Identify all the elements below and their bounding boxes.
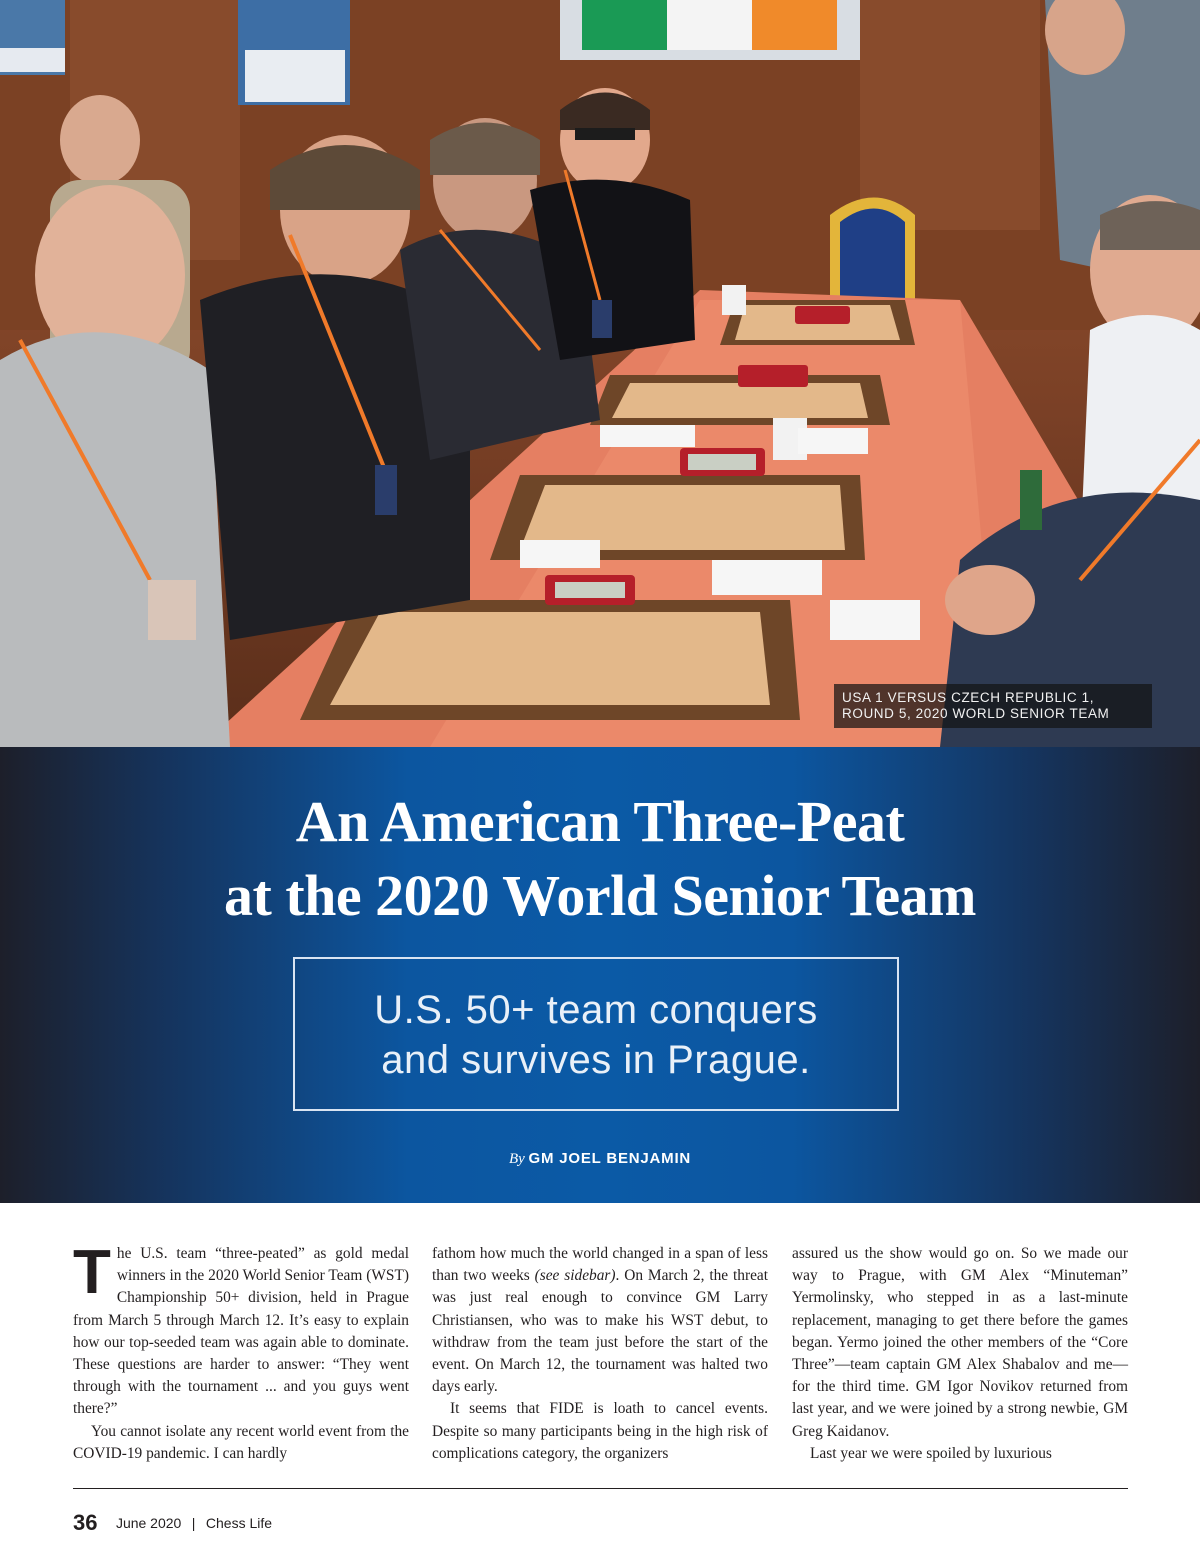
- article-title-line2: at the 2020 World Senior Team: [224, 863, 976, 928]
- sidebar-reference: (see sidebar): [534, 1267, 616, 1285]
- page-number: 36: [73, 1510, 98, 1535]
- photo-caption-line1: USA 1 VERSUS CZECH REPUBLIC 1,: [842, 690, 1095, 705]
- article-paragraph: You cannot isolate any recent world event from the COVID-19 pandemic. I can hardly: [73, 1422, 409, 1462]
- issue-date: June 2020: [115, 1515, 182, 1531]
- byline-prefix: By: [508, 1151, 525, 1167]
- article-paragraph: Last year we were spoiled by luxurious: [810, 1444, 1052, 1462]
- article-subtitle-line1: U.S. 50+ team conquers: [374, 988, 818, 1032]
- magazine-name: Chess Life: [205, 1515, 273, 1531]
- article-column-1: [73, 1238, 409, 1465]
- article-paragraph: It seems that FIDE is loath to cancel events. Despite so many participants being in the high risk of complications category, the organizers: [432, 1400, 768, 1462]
- page-footer: [73, 1510, 272, 1536]
- article-text: . On March 2, the threat was just real enough to convince GM Larry Christiansen, who was to make his WST debut, to withdraw from the team just before the start of the event. On March 12, the tournament was halted two days early.: [432, 1267, 769, 1396]
- article-column-3: [792, 1243, 1128, 1465]
- footer-rule: [73, 1488, 1128, 1489]
- article-paragraph: assured us the show would go on. So we made our way to Prague, with GM Alex “Minuteman” Yermolinsky, who stepped in as a last-minute replacement, managing to get there before the games began. Yermo joined the other members of the “Core Three”—team captain GM Alex Shabalov and me—for the third time. GM Igor Novikov returned from last year, and we were joined by a strong newbie, GM Greg Kaidanov.: [792, 1245, 1128, 1440]
- hero-photo: [0, 0, 1200, 747]
- article-column-2: [432, 1243, 768, 1465]
- article-title-line1: An American Three-Peat: [295, 789, 905, 854]
- article-text: he U.S. team “three-peated” as gold medal winners in the 2020 World Senior Team (WST) Championship 50+ division, held in Prague from March 5 through March 12. It’s easy to explain how our top-seeded team was again able to dominate. These questions are harder to answer: “They went through with the tournament ... and you guys went there?”: [73, 1245, 409, 1418]
- article-paragraph: [432, 1243, 768, 1398]
- article-subtitle-line2: and survives in Prague.: [381, 1038, 811, 1082]
- article-header-banner: [0, 747, 1200, 1203]
- article-subtitle-box: [293, 957, 899, 1111]
- byline: [0, 1150, 1200, 1168]
- photo-caption: [834, 684, 1152, 728]
- article-paragraph: [73, 1238, 409, 1421]
- byline-author: GM JOEL BENJAMIN: [528, 1150, 692, 1167]
- article-text: fathom how much the world changed in a span of less than two weeks: [432, 1245, 768, 1285]
- drop-cap: T: [73, 1238, 111, 1307]
- photo-caption-line2: ROUND 5, 2020 WORLD SENIOR TEAM: [842, 706, 1110, 721]
- article-title: [0, 785, 1200, 933]
- footer-separator: |: [191, 1515, 196, 1531]
- hero-photo-illustration: [0, 0, 1200, 747]
